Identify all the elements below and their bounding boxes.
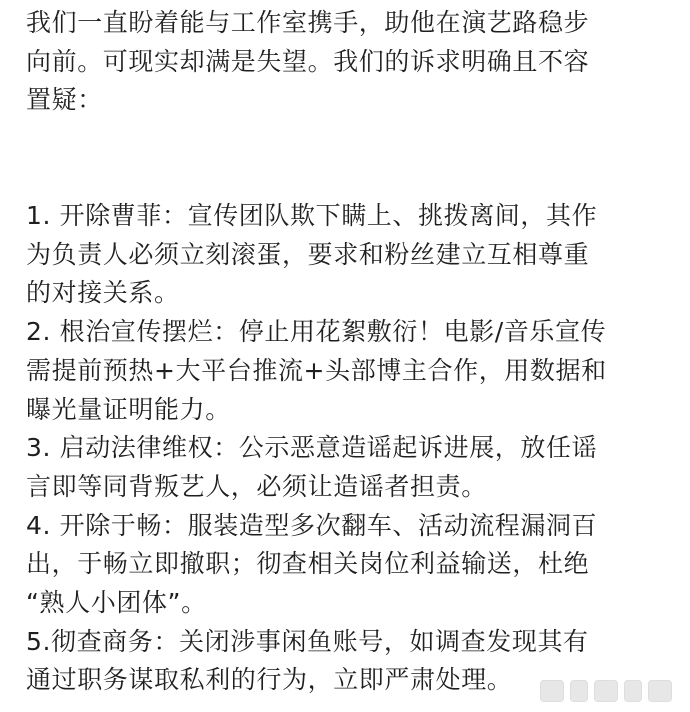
watermark-mark xyxy=(570,680,588,702)
text-line: 向前。可现实却满是失望。我们的诉求明确且不容 xyxy=(26,46,590,76)
text-line: 3. 启动法律维权：公示恶意造谣起诉进展，放任谣 xyxy=(26,433,598,463)
text-line: 为负责人必须立刻滚蛋，要求和粉丝建立互相尊重 xyxy=(26,239,590,269)
text-line: 我们一直盼着能与工作室携手，助他在演艺路稳步 xyxy=(26,8,590,37)
text-line: 出，于畅立即撤职；彻查相关岗位利益输送，杜绝 xyxy=(26,549,590,579)
watermark-mark xyxy=(624,680,642,702)
watermark-mark xyxy=(540,680,564,702)
demand-item-1 xyxy=(26,197,666,313)
intro-paragraph xyxy=(26,4,666,120)
text-line: 通过职务谋取私利的行为，立即严肃处理。 xyxy=(26,665,513,695)
text-line: 5.彻查商务：关闭涉事闲鱼账号，如调查发现其有 xyxy=(26,626,589,656)
text-line: 需提前预热+大平台推流+头部博主合作，用数据和 xyxy=(26,355,607,385)
paragraph-gap xyxy=(26,120,666,197)
watermark-mark xyxy=(648,680,672,702)
text-line: 曝光量证明能力。 xyxy=(26,394,231,424)
watermark-mark xyxy=(594,680,618,702)
text-line: 4. 开除于畅：服装造型多次翻车、活动流程漏洞百 xyxy=(26,510,598,540)
text-line: 置疑： xyxy=(26,85,103,115)
text-line: 言即等同背叛艺人，必须让造谣者担责。 xyxy=(26,471,487,501)
text-line: 2. 根治宣传摆烂：停止用花絮敷衍！电影/音乐宣传 xyxy=(26,317,607,347)
demand-item-2 xyxy=(26,313,666,429)
text-line: “熟人小团体”。 xyxy=(26,587,207,617)
demand-item-4 xyxy=(26,507,666,623)
text-line: 的对接关系。 xyxy=(26,278,180,308)
demand-item-3 xyxy=(26,429,666,506)
post-body xyxy=(26,4,666,700)
text-line: 1. 开除曹菲：宣传团队欺下瞒上、挑拨离间，其作 xyxy=(26,201,598,231)
watermark-logo xyxy=(540,680,672,702)
